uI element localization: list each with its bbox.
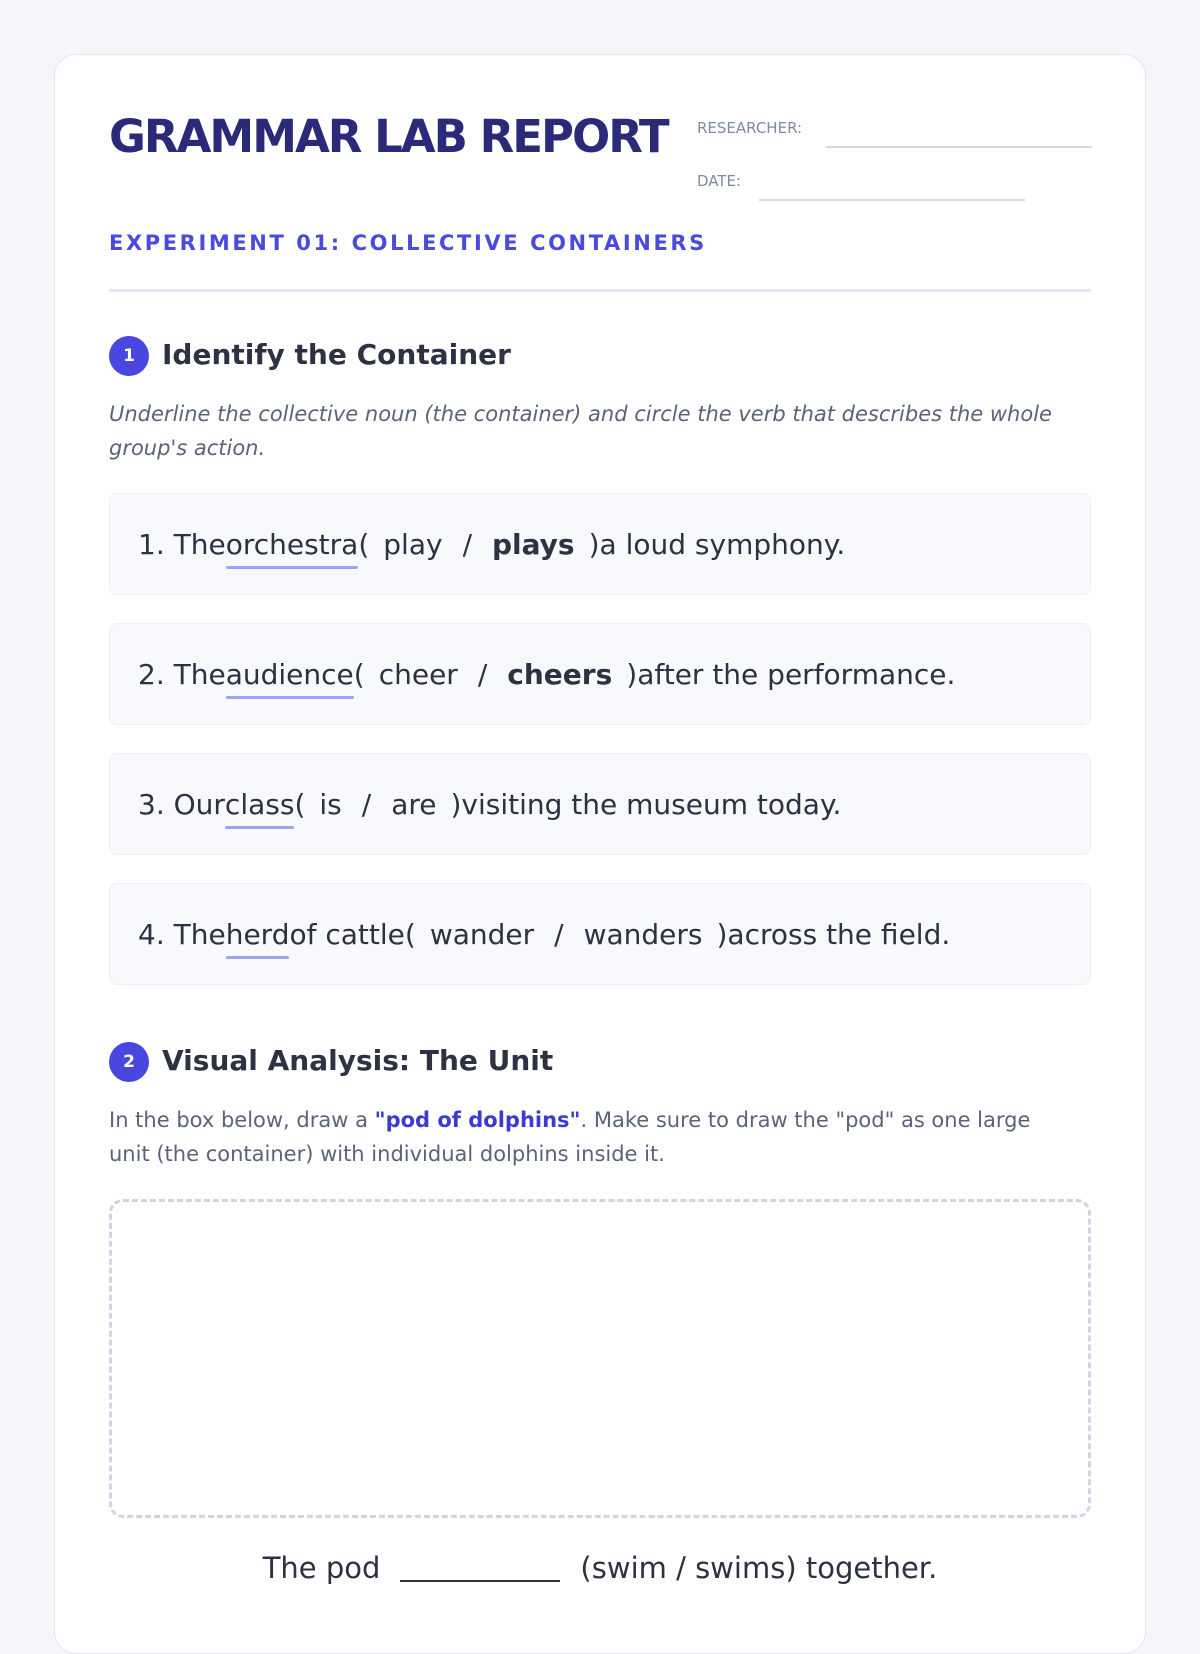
open-paren: ( <box>404 917 416 951</box>
verb-option-1[interactable]: cheer <box>378 657 458 691</box>
question-prefix: 1. The <box>138 527 226 561</box>
option-separator: / <box>361 787 372 821</box>
question-suffix: across the field. <box>727 917 951 951</box>
verb-option-1[interactable]: play <box>383 527 443 561</box>
open-paren: ( <box>294 787 306 821</box>
verb-option-1[interactable]: wander <box>429 917 535 951</box>
question-prefix: 3. Our <box>138 787 225 821</box>
question-2 <box>109 623 1091 725</box>
collective-noun[interactable]: class <box>224 787 295 821</box>
section-1-instruction: Underline the collective noun (the container) and circle the verb that describes the whole group's action. <box>109 402 1052 460</box>
question-suffix: visiting the museum today. <box>461 787 842 821</box>
collective-noun[interactable]: audience <box>225 657 354 691</box>
verb-option-2[interactable]: wanders <box>583 917 703 951</box>
section-1-badge: 1 <box>109 336 149 376</box>
section-2-instruction <box>109 1103 1069 1171</box>
question-suffix: a loud symphony. <box>599 527 846 561</box>
question-3 <box>109 753 1091 855</box>
close-paren: ) <box>450 787 462 821</box>
close-paren: ) <box>588 527 600 561</box>
drawing-area[interactable] <box>109 1199 1091 1518</box>
researcher-field[interactable] <box>826 146 1092 148</box>
open-paren: ( <box>358 527 370 561</box>
instruction-text: . Make sure to draw the "pod" as one large unit (the container) with individual dolphins inside it. <box>109 1108 1031 1166</box>
section-2-badge: 2 <box>109 1042 149 1082</box>
sentence-end: (swim / swims) together. <box>580 1551 938 1585</box>
option-separator: / <box>462 527 472 561</box>
question-suffix: after the performance. <box>637 657 956 691</box>
verb-option-2[interactable]: are <box>391 787 437 821</box>
section-2-title: Visual Analysis: The Unit <box>162 1044 554 1077</box>
section-1-title: Identify the Container <box>162 338 511 371</box>
question-1 <box>109 493 1091 595</box>
close-paren: ) <box>716 917 728 951</box>
sentence-start: The pod <box>262 1551 381 1585</box>
option-separator: / <box>477 657 488 691</box>
open-paren: ( <box>353 657 365 691</box>
date-field[interactable] <box>759 199 1025 201</box>
question-4 <box>109 883 1091 985</box>
fill-in-sentence <box>0 1551 1200 1585</box>
date-label: DATE: <box>697 172 742 190</box>
question-prefix: 2. The <box>138 657 226 691</box>
instruction-highlight: "pod of dolphins" <box>374 1108 581 1132</box>
instruction-text: In the box below, draw a <box>109 1108 375 1132</box>
collective-noun[interactable]: herd <box>225 917 290 951</box>
answer-blank[interactable] <box>400 1580 560 1582</box>
close-paren: ) <box>626 657 638 691</box>
researcher-label: RESEARCHER: <box>697 119 803 137</box>
verb-option-1[interactable]: is <box>319 787 342 821</box>
verb-option-2[interactable]: plays <box>492 527 575 561</box>
page-title: GRAMMAR LAB REPORT <box>109 110 668 163</box>
verb-option-2[interactable]: cheers <box>507 657 613 691</box>
option-separator: / <box>554 917 564 951</box>
question-mid: of cattle <box>289 917 405 951</box>
page-subtitle: EXPERIMENT 01: COLLECTIVE CONTAINERS <box>109 231 707 255</box>
question-prefix: 4. The <box>138 917 226 951</box>
header-divider <box>109 289 1091 292</box>
collective-noun[interactable]: orchestra <box>225 527 359 561</box>
